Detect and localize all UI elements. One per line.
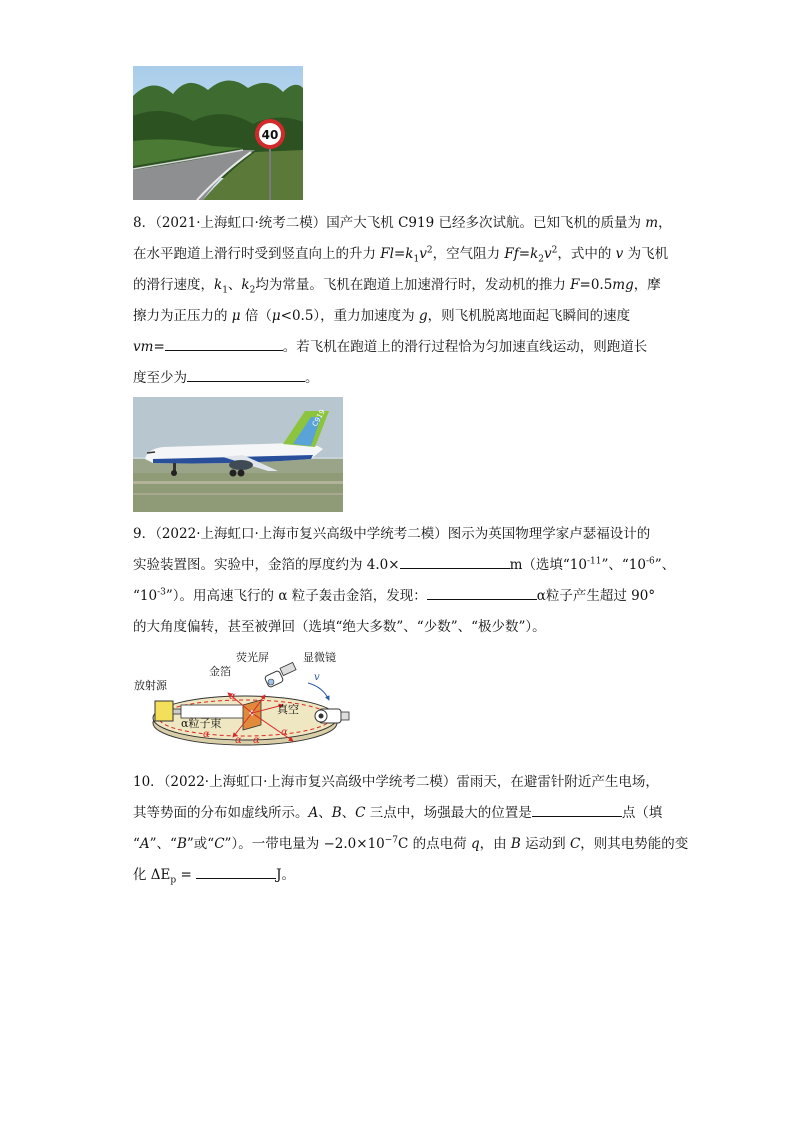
q10-text: “ xyxy=(133,836,140,852)
q8-text: ，空气阻力 xyxy=(432,246,505,262)
q8-var: F xyxy=(380,246,390,262)
answer-blank-alpha-fraction[interactable] xyxy=(427,584,537,600)
q8-text: 为飞机 xyxy=(623,246,669,262)
q9-sup: -6 xyxy=(645,556,655,567)
q10-text: 运动到 xyxy=(520,836,570,852)
q8-text: ，摩 xyxy=(633,277,661,293)
q9-number: 9． xyxy=(133,526,156,542)
q8-text: ，则飞机脱离地面起飞瞬间的速度 xyxy=(427,308,631,324)
q10-var: C xyxy=(214,836,225,852)
road-speed-sign-photo xyxy=(133,66,303,200)
q8-text: ，式中的 xyxy=(557,246,616,262)
q10-text: ”）。一带电量为 −2.0×10 xyxy=(224,836,385,852)
q8-var: μ xyxy=(271,308,281,324)
question-10 xyxy=(133,767,689,891)
q8-sub: 2 xyxy=(249,285,256,296)
q8-sub: 2 xyxy=(538,254,544,265)
tail-logo-text: C919 xyxy=(310,408,327,428)
q8-sup: 2 xyxy=(426,245,433,256)
q8-text: 擦力为正压力的 xyxy=(133,308,232,324)
q8-text: ， xyxy=(658,215,672,231)
q8-var: vm xyxy=(133,339,154,355)
answer-blank-energy-change[interactable] xyxy=(196,863,276,879)
q8-var: k xyxy=(241,277,250,293)
q9-sup: -3 xyxy=(157,587,166,598)
microscope-side-icon xyxy=(315,709,349,723)
q9-sup: -11 xyxy=(586,556,602,567)
source-label: 放射源 xyxy=(134,679,167,692)
q8-text: 的滑行速度， xyxy=(133,277,214,293)
q9-text: m（选填“10 xyxy=(509,557,587,573)
q10-sup: −7 xyxy=(384,835,399,846)
q10-text: 其等势面的分布如虚线所示。 xyxy=(133,805,309,821)
q10-text: = xyxy=(176,867,197,883)
q10-text: 化 ΔE xyxy=(133,867,171,883)
question-9 xyxy=(133,519,676,643)
alpha-label: α xyxy=(281,727,288,738)
q8-var: v xyxy=(543,246,552,262)
q9-text: ”、“10 xyxy=(601,557,646,573)
q10-text: C 的点电荷 xyxy=(398,836,471,852)
q9-text: α粒子产生超过 90° xyxy=(536,588,656,604)
q8-var: l=k xyxy=(389,246,414,262)
foil-label: 金箔 xyxy=(209,665,231,678)
q8-var: μ xyxy=(231,308,241,324)
q9-text: ”）。用高速飞行的 α 粒子轰击金箔，发现： xyxy=(165,588,427,604)
q8-text: 在水平跑道上滑行时受到竖直向上的升力 xyxy=(133,246,381,262)
q8-text: 度至少为 xyxy=(133,370,187,386)
q10-var: A xyxy=(139,836,150,852)
q8-text: =0.5 xyxy=(579,277,613,293)
alpha-label: α xyxy=(235,735,242,746)
q8-var: m xyxy=(645,215,659,231)
q10-var: B xyxy=(331,805,342,821)
q10-text: 点（填 xyxy=(621,805,663,821)
q10-number: 10． xyxy=(133,774,164,790)
q10-var: B xyxy=(176,836,187,852)
q9-text: 图示为英国物理学家卢瑟福设计的 xyxy=(447,526,651,542)
q10-text: ，则其电势能的变 xyxy=(580,836,689,852)
q8-source: （2021·上海虹口·统考二模） xyxy=(155,215,327,231)
q8-text: 倍（ xyxy=(240,308,272,324)
q8-var: v xyxy=(615,246,624,262)
answer-blank-vm[interactable] xyxy=(165,335,283,351)
alpha-label: α xyxy=(253,735,260,746)
q8-var: F xyxy=(570,277,580,293)
q8-sub: 1 xyxy=(413,254,420,265)
q9-text: ”、 xyxy=(654,557,676,573)
alpha-label: α xyxy=(203,729,210,740)
q9-text: 实验装置图。实验中，金箔的厚度约为 4.0× xyxy=(133,557,400,573)
q10-var: A xyxy=(308,805,319,821)
q8-text: 均为常量。飞机在跑道上加速滑行时，发动机的推力 xyxy=(255,277,571,293)
q10-text: ”或“ xyxy=(186,836,215,852)
rutherford-apparatus-diagram xyxy=(133,645,353,750)
answer-blank-thickness[interactable] xyxy=(400,553,510,569)
alpha-label: α xyxy=(229,691,236,702)
q10-source: （2022·上海虹口·上海市复兴高级中学统考二模） xyxy=(163,774,457,790)
q8-var: v xyxy=(419,246,427,262)
q10-text: 雷雨天，在避雷针附近产生电场， xyxy=(456,774,659,790)
microscope-label: 显微镜 xyxy=(303,651,336,664)
q10-text: ”、“ xyxy=(149,836,177,852)
q8-var: mg xyxy=(612,277,634,293)
answer-blank-runway-length[interactable] xyxy=(187,366,305,382)
q10-text: ，由 xyxy=(479,836,511,852)
q8-text: 国产大飞机 C919 已经多次试航。已知飞机的质量为 xyxy=(326,215,646,231)
q9-source: （2022·上海虹口·上海市复兴高级中学统考二模） xyxy=(155,526,448,542)
microscope-icon xyxy=(264,662,296,687)
q8-sub: 1 xyxy=(222,285,228,296)
q9-text: 的大角度偏转，甚至被弹回（选填“绝大多数”、“少数”、“极少数”）。 xyxy=(133,619,546,635)
q9-text: “10 xyxy=(133,588,158,604)
q8-var: Ff=k xyxy=(504,246,539,262)
q8-text: = xyxy=(153,339,165,355)
vacuum-label: 真空 xyxy=(277,703,299,716)
screen-label: 荧光屏 xyxy=(236,651,269,664)
speed-limit-text: 40 xyxy=(261,128,279,142)
q8-text: 、 xyxy=(227,277,242,293)
velocity-label: v xyxy=(314,672,320,683)
radioactive-source-box xyxy=(155,701,173,721)
q8-text: 。若飞机在跑道上的滑行过程恰为匀加速直线运动，则跑道长 xyxy=(282,339,648,355)
beam-label: α粒子束 xyxy=(181,717,222,730)
answer-blank-max-field-point[interactable] xyxy=(532,801,622,817)
q10-var: C xyxy=(569,836,581,852)
q10-var: C xyxy=(355,805,366,821)
q8-var: k xyxy=(214,277,223,293)
q8-sup: 2 xyxy=(551,245,558,256)
q10-var: q xyxy=(470,836,480,852)
q10-text: 、 xyxy=(318,805,332,821)
q10-text: J。 xyxy=(276,867,295,883)
q8-number: 8． xyxy=(133,215,156,231)
q8-var: g xyxy=(418,308,428,324)
q8-text: <0.5），重力加速度为 xyxy=(280,308,419,324)
c919-aircraft-photo xyxy=(133,397,343,512)
q10-var: B xyxy=(510,836,521,852)
question-8 xyxy=(133,208,672,394)
q10-sub: p xyxy=(170,875,177,886)
q10-text: 、 xyxy=(341,805,356,821)
q10-text: 三点中，场强最大的位置是 xyxy=(365,805,532,821)
q8-text: 。 xyxy=(305,370,319,386)
